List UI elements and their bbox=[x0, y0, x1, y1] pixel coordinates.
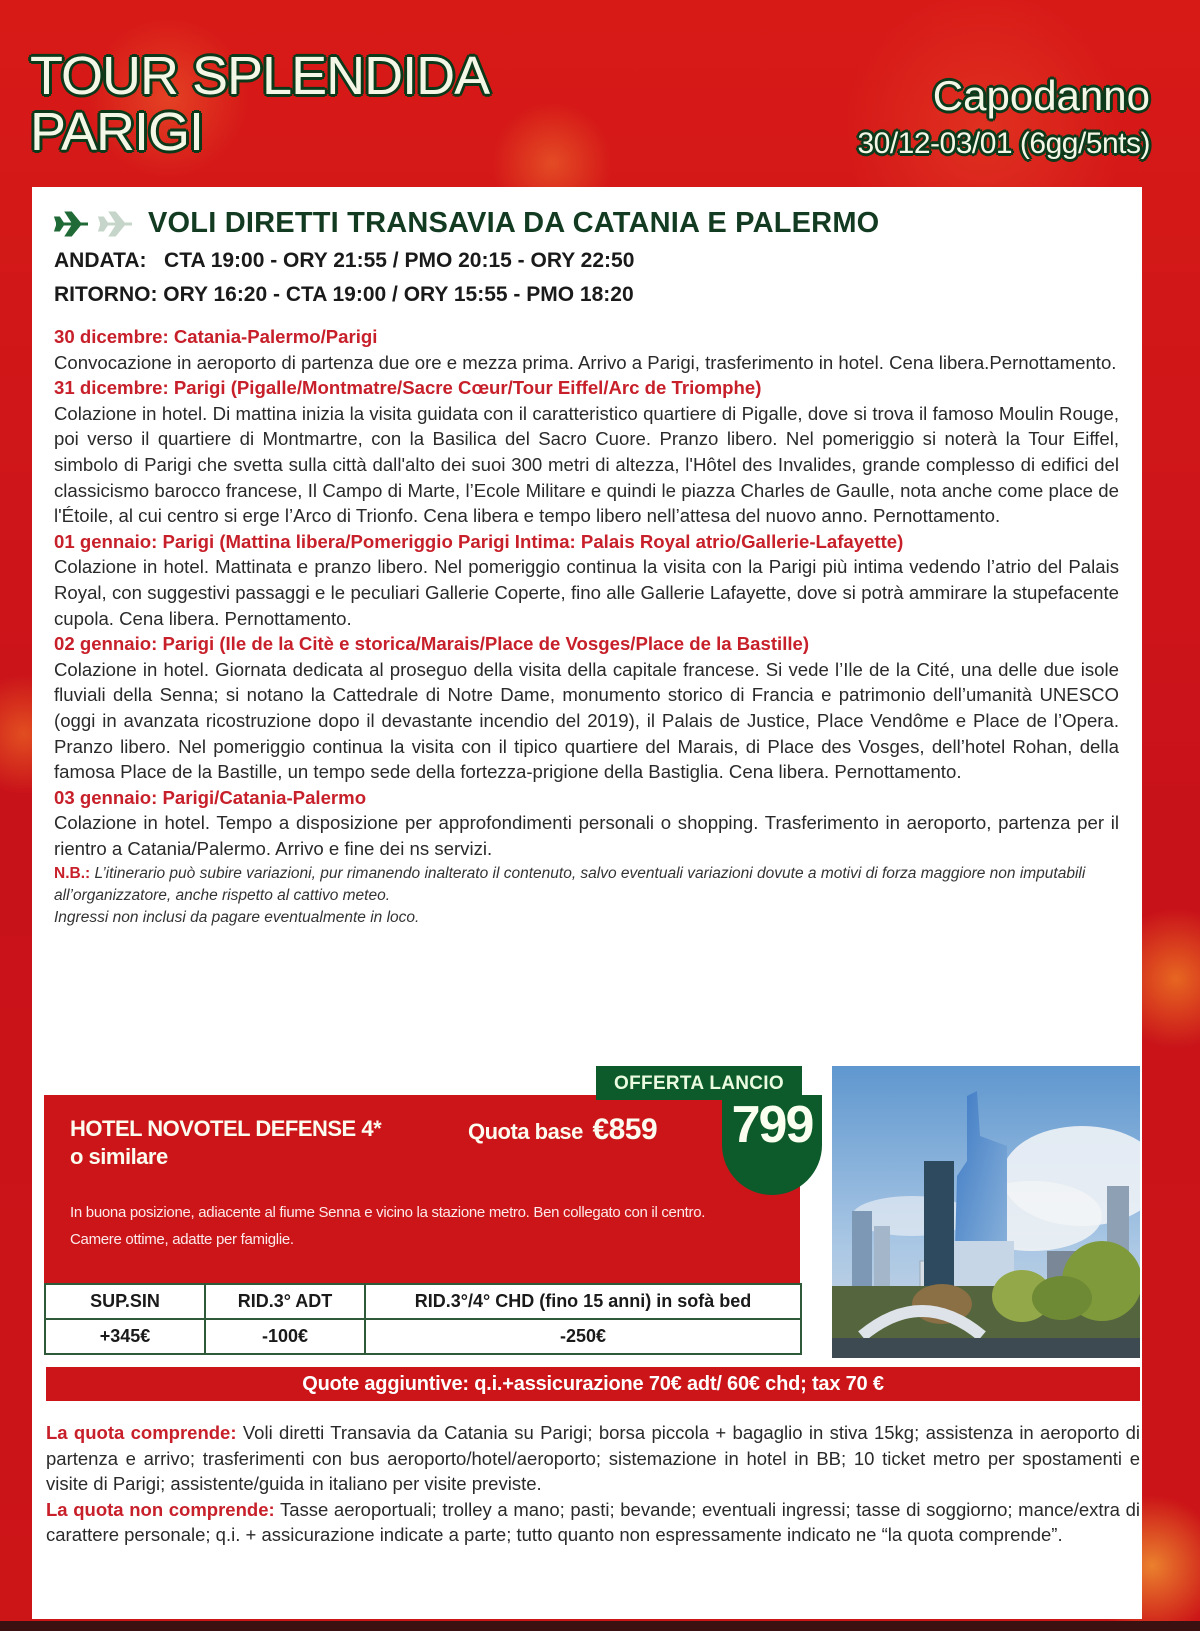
supplements-table bbox=[44, 1283, 802, 1355]
day-description: Convocazione in aeroporto di partenza due ore e mezza prima. Arrivo a Parigi, trasferimento in hotel. Cena libera.Pernottamento. bbox=[54, 351, 1117, 373]
itinerary-day bbox=[54, 631, 1119, 785]
hotel-alternative: o similare bbox=[70, 1144, 168, 1169]
hotel-description: In buona posizione, adiacente al fiume Senna e vicino la stazione metro. Ben collegato con il centro. Camere ottime, adatte per famiglie. bbox=[70, 1204, 706, 1248]
flights-heading bbox=[54, 207, 879, 240]
itinerary bbox=[54, 324, 1119, 929]
entrance-note: Ingressi non inclusi da pagare eventualmente in loco. bbox=[54, 909, 420, 927]
itinerary-day bbox=[54, 529, 1119, 631]
la-defense-photo bbox=[832, 1066, 1140, 1358]
hotel-offer-box bbox=[44, 1095, 800, 1283]
launch-offer-badge: OFFERTA LANCIO bbox=[596, 1066, 802, 1100]
itinerary-day bbox=[54, 785, 1119, 862]
table-cell: -100€ bbox=[205, 1319, 365, 1354]
base-price-value: €859 bbox=[592, 1113, 658, 1146]
skyline-image bbox=[832, 1066, 1140, 1358]
airplane-icon bbox=[98, 211, 136, 237]
trip-subtitle bbox=[857, 72, 1150, 162]
column-header: RID.3°/4° CHD (fino 15 anni) in sofà bed bbox=[365, 1284, 801, 1319]
column-header: SUP.SIN bbox=[45, 1284, 205, 1319]
itinerary-day bbox=[54, 375, 1119, 529]
table-cell: -250€ bbox=[365, 1319, 801, 1354]
included-label: La quota comprende: bbox=[46, 1422, 237, 1443]
day-title: 30 dicembre: Catania-Palermo/Parigi bbox=[54, 326, 378, 347]
airplane-icon bbox=[54, 211, 92, 237]
occasion-label: Capodanno bbox=[932, 72, 1150, 119]
base-price-label: Quota base bbox=[468, 1119, 583, 1144]
column-header: RID.3° ADT bbox=[205, 1284, 365, 1319]
table-row bbox=[45, 1319, 801, 1354]
day-title: 02 gennaio: Parigi (Ile de la Citè e storica/Marais/Place de Vosges/Place de la Bastille) bbox=[54, 633, 810, 655]
table-cell: +345€ bbox=[45, 1319, 205, 1354]
return-flight: RITORNO: ORY 16:20 - CTA 19:00 / ORY 15:55 - PMO 18:20 bbox=[54, 283, 634, 306]
not-included-paragraph bbox=[46, 1497, 1140, 1548]
included-text: Voli diretti Transavia da Catania su Parigi; borsa piccola + bagaglio in stiva 15kg; assistenza in aeroporto di partenza e arrivo; trasferimenti con bus aeroporto/hotel/aeroporto; sistemazione in hotel in BB; 10 ticket metro per spostamenti e visite di Parigi; assistente/guida in italiano per visite previste. bbox=[46, 1422, 1140, 1494]
itinerary-day bbox=[54, 324, 1119, 375]
included-paragraph bbox=[46, 1420, 1140, 1497]
offer-price: 799 bbox=[731, 1096, 813, 1154]
trip-dates: 30/12-03/01 (6gg/5nts) bbox=[857, 127, 1150, 160]
title-line-1: TOUR SPLENDIDA bbox=[30, 46, 490, 106]
notes-label: N.B.: bbox=[54, 865, 91, 883]
notes-text: L’itinerario può subire variazioni, pur rimanendo inalterato il contenuto, salvo eventuali variazioni dovute a motivi di forza maggiore non imputabili all’organizzatore, anche rispetto al cattivo meteo. bbox=[54, 865, 1086, 905]
base-price bbox=[468, 1113, 657, 1147]
page-title bbox=[30, 48, 489, 160]
day-description: Colazione in hotel. Di mattina inizia la visita guidata con il caratteristico quartiere di Pigalle, dove si trova il famoso Moulin Rouge, poi verso il quartiere di Montmartre, con la Basilica del Sacro Cuore. Pranzo libero. Nel pomeriggio si noterà la Tour Eiffel, simbolo di Parigi che svetta sulla città dall'alto dei suoi 300 metri di altezza, l'Hôtel des Invalides, grande complesso di edifici del classicismo barocco francese, Il Campo di Marte, l’Ecole Militare e quindi le piazza Charles de Gaulle, nota anche come place de l'Étoile, al cui centro si erge l’Arco di Trionfo. Cena libera e tempo libero nell’attesa del nuovo anno. Pernottamento. bbox=[54, 402, 1119, 527]
day-description: Colazione in hotel. Giornata dedicata al proseguo della visita della capitale francese. Si vede l’Ile de la Cité, una delle due isole fluviali della Senna; si notano la Cattedrale di Notre Dame, monumento storico di Francia e patrimonio dell’umanità UNESCO (oggi in avanzata ricostruzione dopo il devastante incendio del 2019), il Palais de Justice, Place Vendôme e Place de l’Opera. Pranzo libero. Nel pomeriggio continua la visita con il tipico quartiere del Marais, di Place des Vosges, dell’hotel Rohan, della famosa Place de la Bastille, un tempo sede della fortezza-prigione della Bastiglia. Cena libera. Pernottamento. bbox=[54, 658, 1119, 783]
day-description: Colazione in hotel. Mattinata e pranzo libero. Nel pomeriggio continua la visita con la Parigi più intima vedendo l’atrio del Palais Royal, con suggestivi passaggi e le peculiari Gallerie Coperte, fino alle Gallerie Lafayette, dove si potrà ammirare la stupefacente cupola. Cena libera. Pernottamento. bbox=[54, 556, 1119, 629]
table-header-row bbox=[45, 1284, 801, 1319]
notes bbox=[54, 863, 1119, 929]
bottom-strip bbox=[0, 1621, 1200, 1631]
content-panel bbox=[32, 187, 1142, 1619]
hotel-name bbox=[70, 1115, 381, 1171]
day-description: Colazione in hotel. Tempo a disposizione per approfondimenti personali o shopping. Trasferimento in aeroporto, partenza per il rientro a Catania/Palermo. Arrivo e fine dei ns servizi. bbox=[54, 812, 1119, 859]
outbound-flight: ANDATA: CTA 19:00 - ORY 21:55 / PMO 20:15 - ORY 22:50 bbox=[54, 249, 635, 272]
extra-fees-bar: Quote aggiuntive: q.i.+assicurazione 70€ adt/ 60€ chd; tax 70 € bbox=[46, 1367, 1140, 1401]
hotel-name-line: HOTEL NOVOTEL DEFENSE 4* bbox=[70, 1116, 382, 1141]
title-line-2: PARIGI bbox=[30, 102, 204, 162]
not-included-text: Tasse aeroportuali; trolley a mano; pasti; bevande; eventuali ingressi; tasse di soggiorno; mance/extra di carattere personale; q.i. + assicurazione indicate a parte; tutto quanto non espressamente indicato ne “la quota comprende”. bbox=[46, 1498, 1141, 1545]
day-title: 03 gennaio: Parigi/Catania-Palermo bbox=[54, 786, 367, 808]
flights-title: VOLI DIRETTI TRANSAVIA DA CATANIA E PALERMO bbox=[148, 207, 880, 239]
day-title: 31 dicembre: Parigi (Pigalle/Montmatre/Sacre Cœur/Tour Eiffel/Arc de Triomphe) bbox=[54, 377, 762, 399]
not-included-label: La quota non comprende: bbox=[46, 1498, 275, 1520]
inclusions-section bbox=[46, 1420, 1140, 1548]
day-title: 01 gennaio: Parigi (Mattina libera/Pomeriggio Parigi Intima: Palais Royal atrio/Gallerie-Lafayette) bbox=[54, 530, 904, 552]
